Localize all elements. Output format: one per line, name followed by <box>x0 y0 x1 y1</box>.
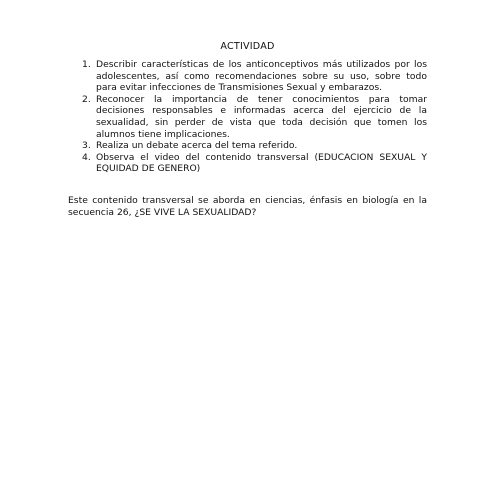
document-title: ACTIVIDAD <box>220 41 275 52</box>
activity-list <box>82 59 427 175</box>
activity-item-4 <box>82 152 427 175</box>
activity-number: 4. <box>82 151 91 163</box>
activity-text: Observa el video del contenido transversal (EDUCACION SEXUAL Y EQUIDAD DE GENERO) <box>96 151 427 175</box>
activity-item-1 <box>82 59 427 94</box>
activity-text: Realiza un debate acerca del tema referido. <box>96 140 298 152</box>
activity-text: Describir características de los anticonceptivos más utilizados por los adolescentes, así como recomendaciones sobre su uso, sobre todo para evitar infecciones de Transmisiones Sexual y embarazos. <box>96 59 427 94</box>
activity-item-3 <box>82 140 427 152</box>
activity-number: 3. <box>82 140 91 152</box>
activity-number: 1. <box>82 59 91 70</box>
activity-text: Reconocer la importancia de tener conocimientos para tomar decisiones responsables e informadas acerca del ejercicio de la sexualidad, sin perder de vista que toda decisión que tomen los alumnos tiene implicaciones. <box>96 93 427 140</box>
activity-item-2 <box>82 94 427 140</box>
transversal-content-paragraph: Este contenido transversal se aborda en ciencias, énfasis en biología en la secuencia 26, ¿SE VIVE LA SEXUALIDAD? <box>68 195 427 218</box>
activity-number: 2. <box>82 93 91 105</box>
